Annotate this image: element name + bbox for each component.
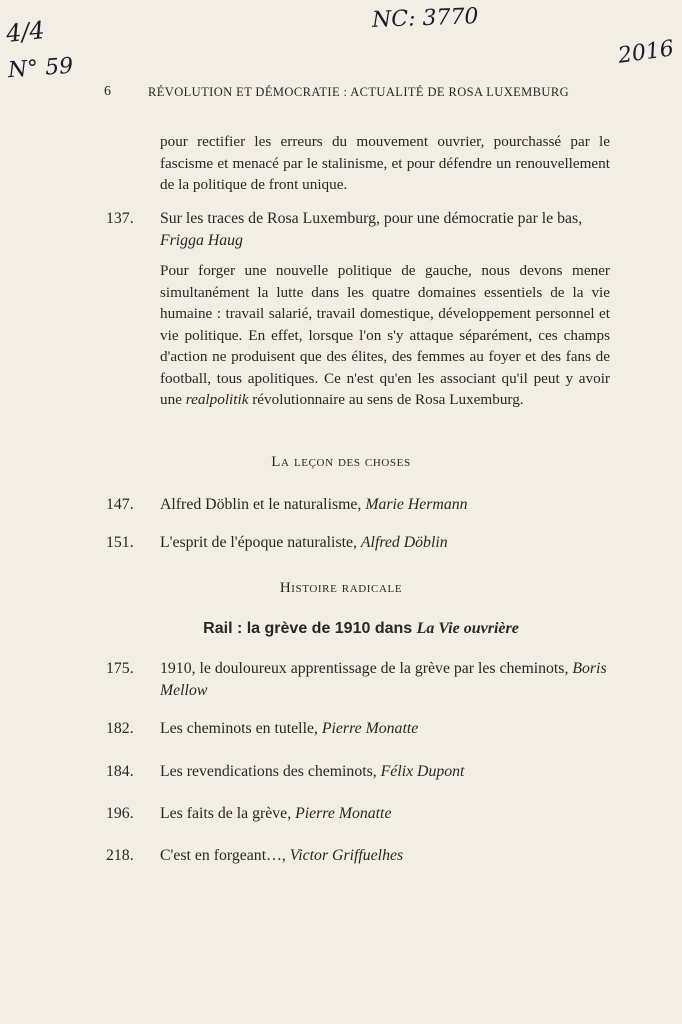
- entry-page-number: 137.: [106, 210, 134, 227]
- summary-emphasis: realpolitik: [185, 391, 249, 408]
- entry-text: [160, 845, 612, 867]
- entry-text: [160, 494, 612, 516]
- entry-text: [160, 718, 612, 740]
- handwritten-note-volume: 4/4: [4, 16, 46, 48]
- entry-text: [160, 208, 612, 252]
- entry-author: Victor Griffuelhes: [289, 847, 404, 864]
- entry-author: Frigga Haug: [160, 232, 243, 249]
- entry-text: [160, 761, 612, 783]
- handwritten-note-number: N° 59: [7, 53, 75, 84]
- entry-page-number: 184.: [106, 763, 134, 780]
- section-title-lecon: La leçon des choses: [271, 454, 411, 470]
- page-number: 6: [104, 84, 112, 99]
- entry-page-number: 151.: [106, 534, 134, 551]
- entry-title: L'esprit de l'époque naturaliste,: [160, 534, 361, 551]
- subsection-title-rail: [0, 620, 682, 638]
- entry-title: 1910, le douloureux apprentissage de la grève par les cheminots,: [160, 660, 573, 677]
- entry-author: Félix Dupont: [380, 763, 465, 780]
- entry-author: Pierre Monatte: [295, 805, 392, 822]
- entry-title: Sur les traces de Rosa Luxemburg, pour une démocratie par le bas,: [160, 210, 583, 227]
- entry-text: [160, 532, 612, 554]
- entry-page-number: 175.: [106, 660, 134, 677]
- entry-title: C'est en forgeant…,: [160, 847, 290, 864]
- entry-page-number: 147.: [106, 496, 134, 513]
- subsection-journal: La Vie ouvrière: [416, 620, 519, 637]
- entry-author: Alfred Döblin: [360, 534, 448, 551]
- paragraph-summary: [160, 260, 610, 411]
- entry-page-number: 218.: [106, 847, 134, 864]
- entry-text: [160, 803, 612, 825]
- entry-author: Pierre Monatte: [321, 720, 419, 737]
- entry-title: Les faits de la grève,: [160, 805, 296, 822]
- summary-text-b: révolutionnaire au sens de Rosa Luxemburg.: [248, 391, 524, 408]
- running-title: RÉVOLUTION ET DÉMOCRATIE : ACTUALITÉ DE ROSA LUXEMBURG: [148, 85, 570, 99]
- paragraph-continued: pour rectifier les erreurs du mouvement ouvrier, pourchassé par le fascisme et menacé par le stalinisme, et pour défendre un renouvellement de la politique de front unique.: [160, 133, 610, 193]
- entry-title: Les cheminots en tutelle,: [160, 720, 322, 737]
- section-title-histoire: Histoire radicale: [279, 580, 403, 596]
- entry-author: Marie Hermann: [365, 496, 468, 513]
- entry-text: [160, 658, 612, 702]
- entry-title: Les revendications des cheminots,: [160, 763, 381, 780]
- entry-page-number: 196.: [106, 805, 134, 822]
- subsection-text: Rail : la grève de 1910 dans: [203, 620, 417, 637]
- handwritten-note-year: 2016: [616, 36, 676, 69]
- entry-page-number: 182.: [106, 720, 134, 737]
- summary-text-a: Pour forger une nouvelle politique de gauche, nous devons mener simultanément la lutte dans les quatre domaines essentiels de la vie humaine : travail salarié, travail domestique, développement personnel et vie politique. En effet, lorsque l'on s'y attaque séparément, ces champs d'action ne produisent que des élites, des femmes au foyer et des fans de football, tous apolitiques. Ce n'est qu'en les associant qu'il peut y avoir une: [160, 262, 610, 408]
- handwritten-note-catalog: NC: 3770: [371, 4, 479, 33]
- entry-title: Alfred Döblin et le naturalisme,: [160, 496, 366, 513]
- entry-author: Boris Mellow: [160, 660, 607, 699]
